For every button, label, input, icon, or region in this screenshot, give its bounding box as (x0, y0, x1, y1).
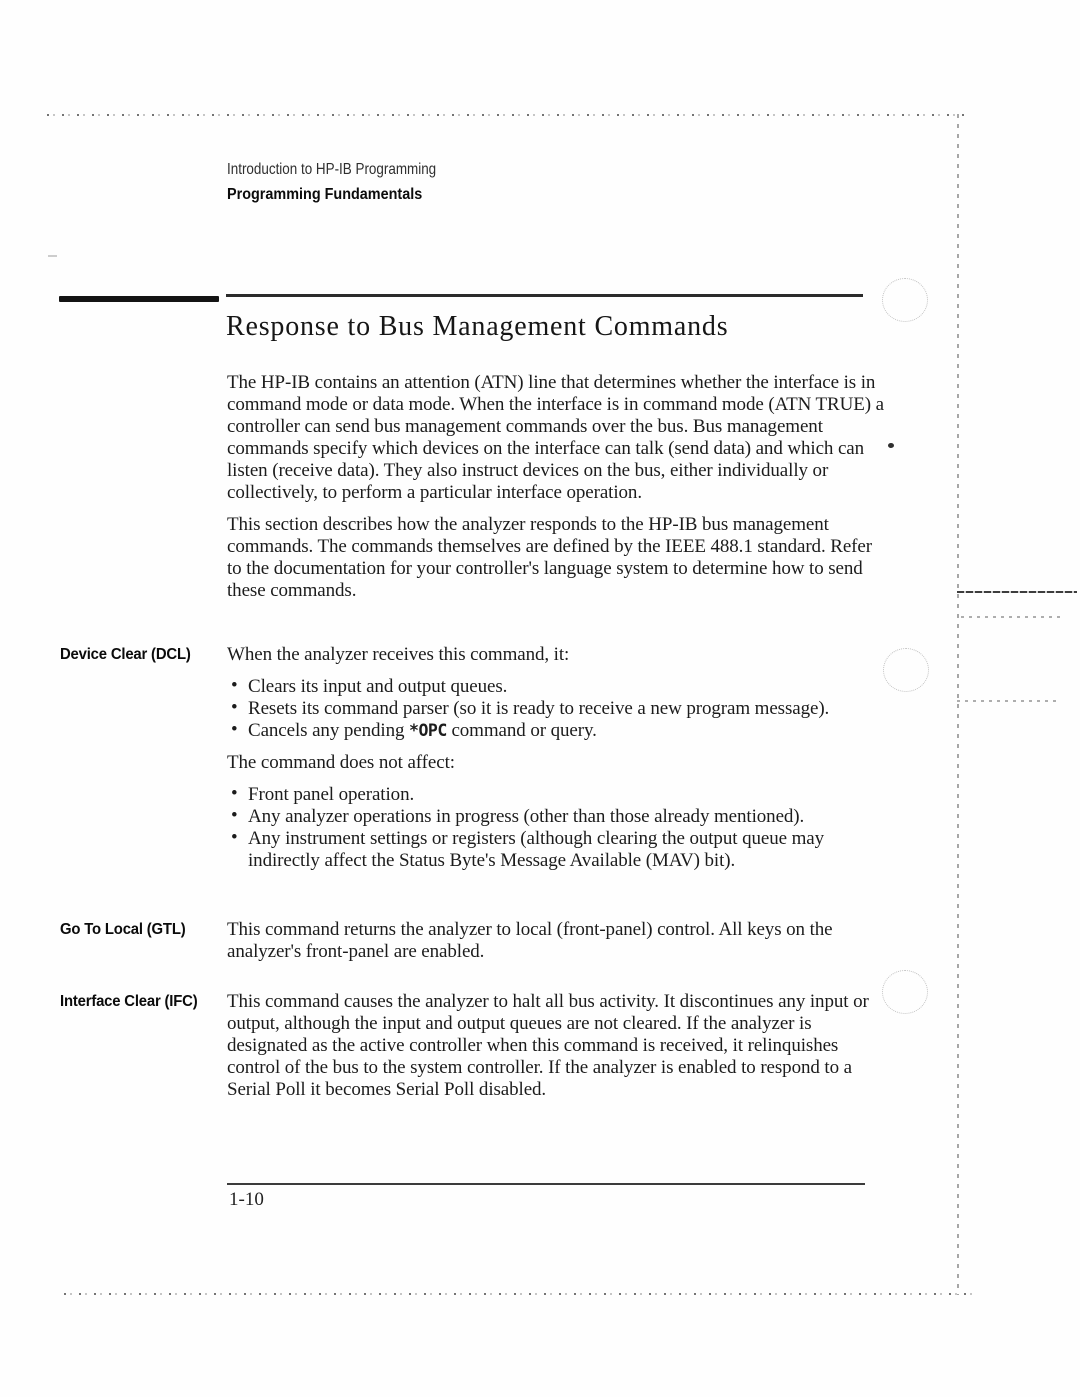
bullet-text: Any instrument settings or registers (although clearing the output queue may indirectly affect the Status Byte's Message Available (MAV) bit). (248, 828, 824, 871)
margin-dash-light-1 (961, 616, 1061, 618)
bullet-text (248, 720, 597, 741)
page-title: Response to Bus Management Commands (226, 311, 729, 342)
bullet-text: Any analyzer operations in progress (other than those already mentioned). (248, 806, 805, 827)
section-label-dcl: Device Clear (DCL) (60, 646, 191, 663)
section-gtl-content (227, 919, 885, 963)
right-margin-dotted-line (957, 114, 959, 1295)
bullet-text-pre: Cancels any pending (248, 720, 410, 741)
running-header (227, 161, 476, 204)
margin-dash-dark (957, 591, 1077, 593)
header-section: Programming Fundamentals (227, 186, 423, 203)
punch-hole-ghost-bottom (882, 970, 928, 1014)
bottom-perforation-line (64, 1293, 975, 1295)
dcl-lead: When the analyzer receives this command, it: (227, 644, 570, 665)
list-item (227, 720, 885, 742)
list-item (227, 676, 885, 698)
margin-dash-light-2 (957, 700, 1061, 702)
section-label-ifc: Interface Clear (IFC) (60, 993, 198, 1010)
title-rule-thin (226, 294, 863, 297)
top-perforation-line (47, 114, 965, 116)
bullet-marker: • (231, 697, 238, 718)
bullet-text: Clears its input and output queues. (248, 676, 508, 697)
section-label-gtl: Go To Local (GTL) (60, 921, 186, 938)
scan-speck (888, 443, 894, 448)
intro-paragraph-1: The HP-IB contains an attention (ATN) line that determines whether the interface is in command mode or data mode. When the interface is in command mode (ATN TRUE) a controller can send bus management commands over the bus. Bus management commands specify which devices on the interface can talk (send data) and which can listen (receive data). They also instruct devices on the bus, either individually or collectively, to perform a particular interface operation. (227, 372, 884, 503)
footer-rule (227, 1183, 865, 1185)
list-item (227, 828, 885, 872)
punch-hole-ghost-middle (883, 648, 929, 692)
bullet-text: Front panel operation. (248, 784, 415, 805)
list-item (227, 806, 885, 828)
bullet-marker: • (231, 827, 238, 848)
ifc-text: This command causes the analyzer to halt all bus activity. It discontinues any input or output, although the input and output queues are not cleared. If the analyzer is designated as the active controller when this command is received, it relinquishes control of the bus to the system controller. If the analyzer is enabled to respond to a Serial Poll it becomes Serial Poll disabled. (227, 991, 869, 1100)
dcl-bullet-list-actions (227, 676, 885, 742)
bullet-marker: • (231, 805, 238, 826)
opc-command-code: *OPC (409, 721, 447, 740)
punch-hole-ghost-top (882, 278, 928, 322)
scan-smudge (48, 255, 57, 257)
section-ifc-content (227, 991, 885, 1101)
section-dcl-content (227, 644, 885, 872)
page-number: 1-10 (229, 1189, 264, 1210)
dcl-bullet-list-unaffected (227, 784, 885, 872)
header-chapter: Introduction to HP-IB Programming (227, 161, 437, 178)
bullet-marker: • (231, 675, 238, 696)
bullet-marker: • (231, 719, 238, 740)
list-item (227, 698, 885, 720)
gtl-text: This command returns the analyzer to local (front-panel) control. All keys on the analyzer's front-panel are enabled. (227, 919, 833, 962)
title-rule-thick (59, 296, 219, 302)
dcl-mid: The command does not affect: (227, 752, 455, 773)
intro-paragraph-2: This section describes how the analyzer responds to the HP-IB bus management commands. The commands themselves are defined by the IEEE 488.1 standard. Refer to the documentation for your controller's language system to determine how to send these commands. (227, 514, 872, 601)
bullet-text-post: command or query. (446, 720, 597, 741)
list-item (227, 784, 885, 806)
intro-block (227, 372, 885, 602)
bullet-marker: • (231, 783, 238, 804)
bullet-text: Resets its command parser (so it is ready to receive a new program message). (248, 698, 830, 719)
